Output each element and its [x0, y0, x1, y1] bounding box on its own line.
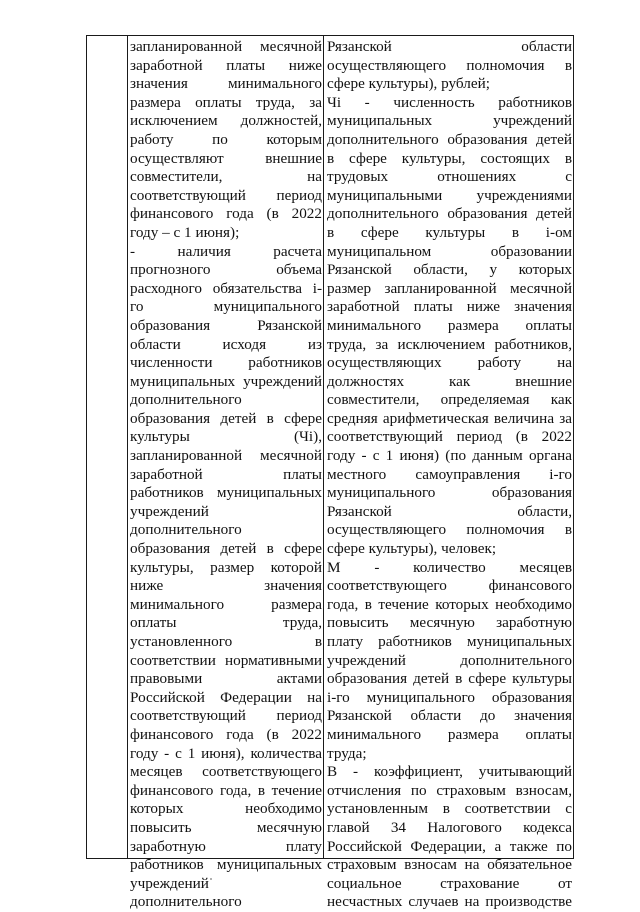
text-line: культуры, размер которой — [130, 558, 322, 576]
text-line: финансового года (в 2022 — [130, 725, 322, 743]
table-top-border — [86, 35, 574, 36]
text-line: Рязанской области, — [327, 502, 572, 520]
text-line: осуществляющего полномочия в — [327, 521, 572, 539]
text-line: дополнительного — [130, 521, 242, 539]
text-line: соответствующий период — [130, 186, 322, 204]
text-line: страховым взносам на обязательное — [327, 856, 572, 874]
text-line: Российской Федерации на — [130, 688, 322, 706]
text-line: осуществляющего полномочия в — [327, 56, 572, 74]
table-cell-right-text — [327, 38, 572, 912]
text-line: работников муниципальных — [130, 484, 322, 502]
text-line: запланированной месячной — [130, 38, 322, 55]
text-line: финансового года (в 2022 — [130, 205, 322, 223]
text-line: заработной платы ниже — [130, 56, 322, 74]
text-line: муниципальном образовании — [327, 242, 572, 260]
text-line: соответствии нормативными — [130, 651, 322, 669]
text-line: которых необходимо — [130, 800, 322, 818]
text-line: работников муниципальных — [130, 856, 322, 874]
text-line: М - количество месяцев — [327, 558, 572, 576]
text-line: дополнительного образования детей — [327, 205, 572, 223]
text-line: образования детей в сфере культуры — [327, 670, 572, 688]
text-line: муниципальными учреждениями — [327, 186, 572, 204]
text-line: финансового года, в течение — [130, 781, 322, 799]
text-line: В - коэффициент, учитывающий — [327, 763, 572, 781]
text-line: i-го муниципального образования — [327, 688, 572, 706]
text-line: культуры (Чi), — [130, 428, 322, 446]
text-line: учреждений — [130, 502, 209, 520]
text-line: расходного обязательства i- — [130, 279, 322, 297]
text-line: значения минимального — [130, 75, 322, 93]
text-line: работу по которым — [130, 130, 322, 148]
text-line: в сфере культуры в i-ом — [327, 223, 572, 241]
table-inner-divider-2 — [323, 35, 324, 859]
text-line: главой 34 Налогового кодекса — [327, 818, 572, 836]
text-line: местного самоуправления i-го — [327, 465, 572, 483]
text-line: совместители, на — [130, 168, 322, 186]
text-line: дополнительного образования детей — [327, 130, 572, 148]
text-line: установленного в — [130, 633, 322, 650]
text-line: средняя арифметическая величина за — [327, 409, 572, 427]
text-line: прогнозного объема — [130, 261, 322, 279]
table-right-border — [573, 35, 574, 859]
text-line: году - с 1 июня) (по данным органа — [327, 447, 572, 465]
text-line: соответствующий период (в 2022 — [327, 428, 572, 446]
text-line: дополнительного — [130, 893, 242, 911]
text-line: Рязанской области до значения — [327, 707, 572, 725]
text-line: учреждений — [130, 874, 209, 892]
text-line: соответствующего финансового — [327, 577, 572, 595]
text-line: запланированной месячной — [130, 447, 322, 465]
text-line: отчисления по страховым взносам, — [327, 781, 572, 799]
text-line: месяцев соответствующего — [130, 763, 322, 781]
text-line: образования детей в сфере — [130, 409, 322, 427]
text-line: муниципальных учреждений — [327, 112, 572, 130]
text-line: ниже значения — [130, 577, 322, 595]
text-line: минимального размера — [130, 595, 322, 613]
text-line: в сфере культуры, состоящих в — [327, 149, 572, 167]
text-line: сфере культуры), рублей; — [327, 75, 490, 93]
text-line: заработную плату — [130, 837, 322, 855]
text-line: повысить месячную — [130, 818, 322, 836]
text-line: сфере культуры), человек; — [327, 540, 497, 558]
text-line: трудовых отношениях с — [327, 168, 572, 186]
text-line: заработной платы — [130, 465, 322, 483]
text-line: Чi - численность работников — [327, 93, 572, 111]
text-line: Рязанской области — [327, 38, 572, 55]
text-line: осуществляющих работу на — [327, 354, 572, 372]
text-line: Рязанской области, у которых — [327, 261, 572, 279]
text-line: дополнительного — [130, 391, 242, 409]
text-line: правовыми актами — [130, 670, 322, 688]
text-line: минимального размера оплаты — [327, 316, 572, 334]
text-line: году – с 1 июня); — [130, 223, 240, 241]
text-line: размера оплаты труда, за — [130, 93, 322, 111]
text-line: муниципальных учреждений — [130, 372, 322, 390]
text-line: Российской Федерации, а также по — [327, 837, 572, 855]
text-line: образования детей в сфере — [130, 540, 322, 558]
text-line: несчастных случаев на производстве — [327, 893, 572, 911]
text-line: должностях как внешние — [327, 372, 572, 390]
text-line: го муниципального — [130, 298, 322, 316]
text-line: совместители, определяемая как — [327, 391, 572, 409]
text-line: муниципального образования — [327, 484, 572, 502]
table-cell-left-text — [130, 38, 322, 912]
text-line: численности работников — [130, 354, 322, 372]
text-line: заработной платы ниже значения — [327, 298, 572, 316]
text-line: учреждений дополнительного — [327, 651, 572, 669]
text-line: - наличия расчета — [130, 242, 322, 260]
table-inner-divider-1 — [127, 35, 128, 859]
text-line: социальное страхование от — [327, 874, 572, 892]
text-line: исключением должностей, — [130, 112, 322, 130]
scan-speck — [210, 878, 212, 880]
text-line: области исходя из — [130, 335, 322, 353]
text-line: минимального размера оплаты — [327, 725, 572, 743]
text-line: году - с 1 июня), количества — [130, 744, 322, 762]
text-line: размер запланированной месячной — [327, 279, 572, 297]
text-line: образования Рязанской — [130, 316, 322, 334]
text-line: установленным в соответствии с — [327, 800, 572, 818]
text-line: года, в течение которых необходимо — [327, 595, 572, 613]
text-line: осуществляют внешние — [130, 149, 322, 167]
text-line: труда, за исключением работников, — [327, 335, 572, 353]
table-left-border — [86, 35, 87, 859]
text-line: оплаты труда, — [130, 614, 322, 632]
text-line: соответствующий период — [130, 707, 322, 725]
text-line: труда; — [327, 744, 367, 762]
text-line: повысить месячную заработную — [327, 614, 572, 632]
text-line: плату работников муниципальных — [327, 633, 572, 650]
